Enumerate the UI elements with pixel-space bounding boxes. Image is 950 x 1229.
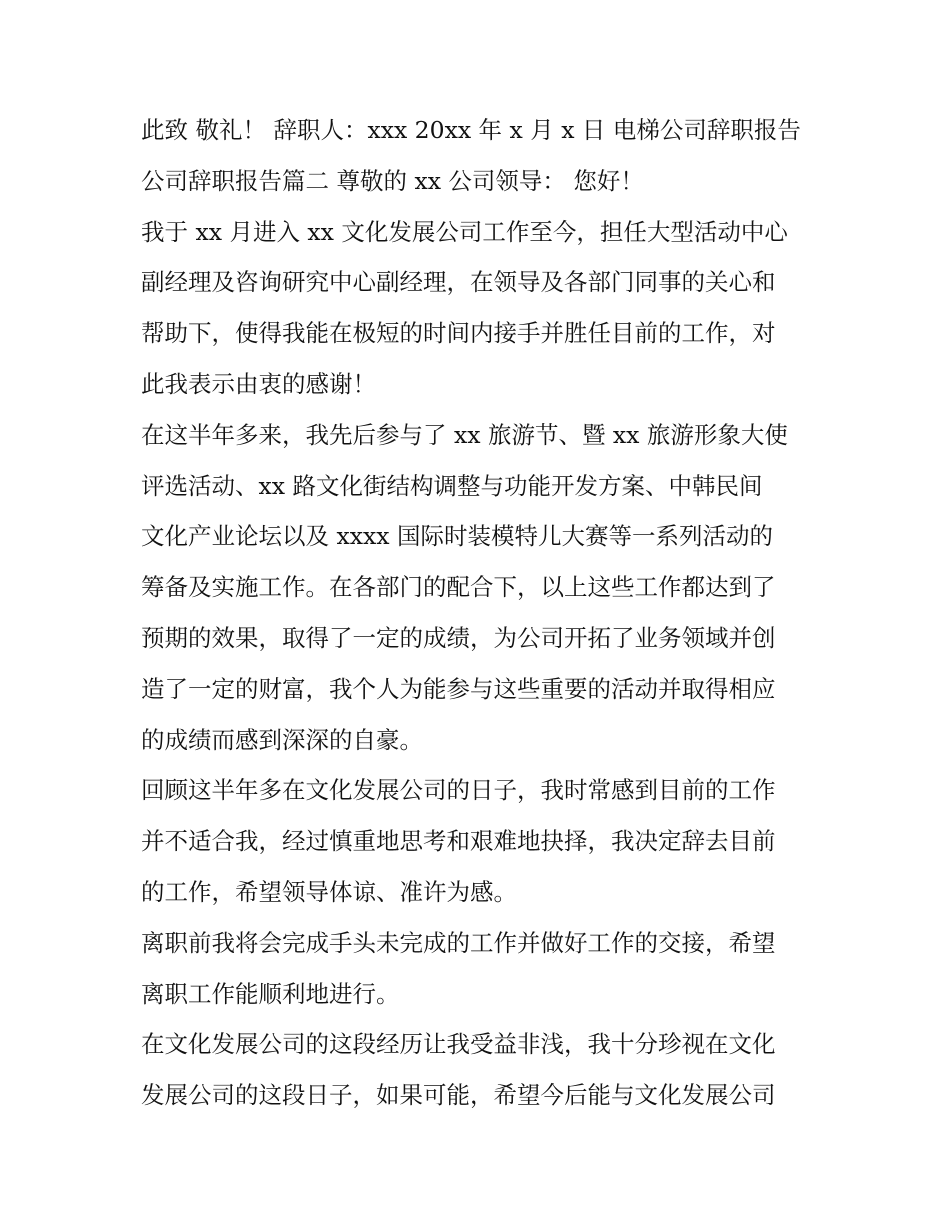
text-line: 副经理及咨询研究中心副经理，在领导及各部门同事的关心和 [141, 268, 776, 297]
text-line: 预期的效果，取得了一定的成绩，为公司开拓了业务领域并创 [141, 623, 776, 652]
document-body [141, 105, 821, 1121]
text-line: 在文化发展公司的这段经历让我受益非浅，我十分珍视在文化 [141, 1030, 776, 1059]
text-line: 并不适合我，经过慎重地思考和艰难地抉择，我决定辞去目前 [141, 827, 776, 856]
text-line: 发展公司的这段日子，如果可能，希望今后能与文化发展公司 [141, 1081, 776, 1110]
text-line: 造了一定的财富，我个人为能参与这些重要的活动并取得相应 [141, 674, 776, 703]
text-line: 评选活动、xx 路文化街结构调整与功能开发方案、中韩民间 [141, 471, 763, 500]
text-line: 的成绩而感到深深的自豪。 [141, 725, 423, 754]
text-line: 此我表示由衷的感谢！ [141, 369, 376, 398]
text-line: 公司辞职报告篇二 尊敬的 xx 公司领导： 您好！ [141, 166, 644, 195]
text-line: 回顾这半年多在文化发展公司的日子，我时常感到目前的工作 [141, 776, 776, 805]
text-line: 的工作，希望领导体谅、准许为感。 [141, 877, 517, 906]
text-line: 帮助下，使得我能在极短的时间内接手并胜任目前的工作，对 [141, 319, 776, 348]
text-line: 在这半年多来，我先后参与了 xx 旅游节、暨 xx 旅游形象大使 [141, 420, 788, 449]
text-line: 离职前我将会完成手头未完成的工作并做好工作的交接，希望 [141, 928, 776, 957]
text-line: 筹备及实施工作。在各部门的配合下，以上这些工作都达到了 [141, 573, 776, 602]
text-line: 我于 xx 月进入 xx 文化发展公司工作至今，担任大型活动中心 [141, 217, 788, 246]
text-line: 此致 敬礼！ 辞职人：xxx 20xx 年 x 月 x 日 电梯公司辞职报告 [141, 116, 801, 144]
text-line: 文化产业论坛以及 xxxx 国际时装模特儿大赛等一系列活动的 [141, 522, 773, 551]
text-line: 离职工作能顺利地进行。 [141, 979, 400, 1008]
